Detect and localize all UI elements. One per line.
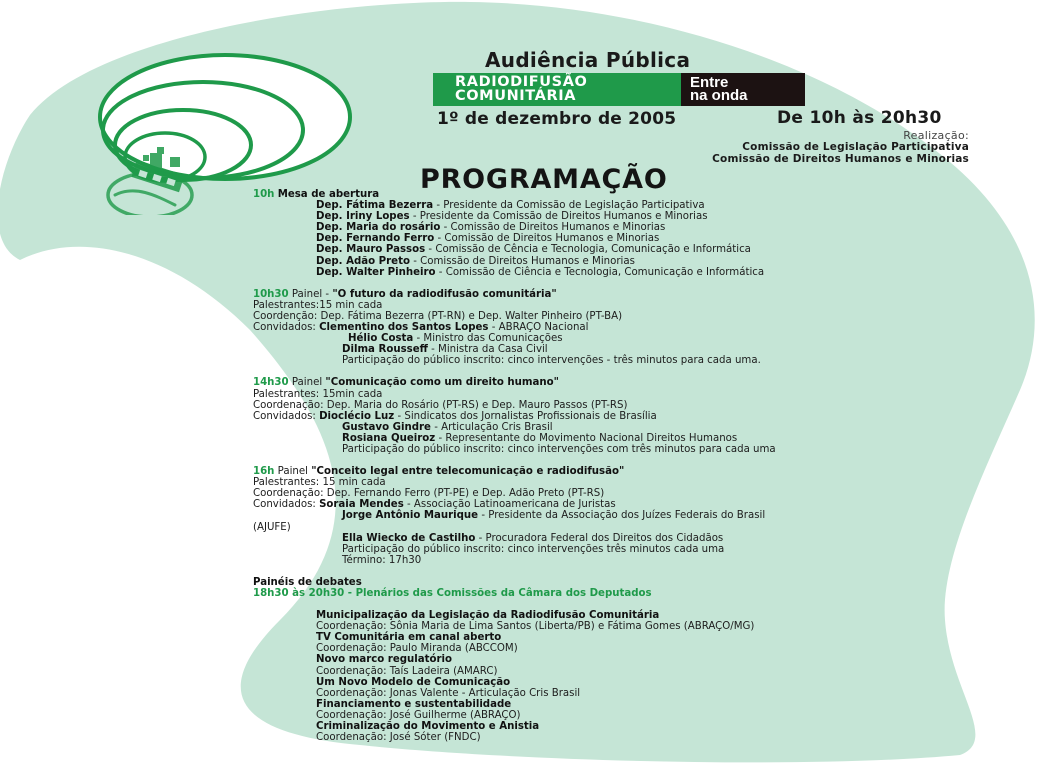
panel-speakers: Palestrantes: 15min cada bbox=[253, 388, 383, 400]
panel-speakers: Palestrantes:15 min cada bbox=[253, 299, 383, 311]
panel-guest: Rosiana Queiroz - Representante do Movimento Nacional Direitos Humanos bbox=[342, 432, 738, 444]
panel-heading: 10h30 Painel - "O futuro da radiodifusão comunitária" bbox=[253, 288, 557, 300]
debate-coordination: Coordenação: Paulo Miranda (ABCCOM) bbox=[316, 643, 518, 655]
panel-coordination: Coordenção: Dep. Fátima Bezerra (PT-RN) e Dep. Walter Pinheiro (PT-BA) bbox=[253, 310, 623, 322]
program-content bbox=[253, 189, 776, 743]
debates-subtitle: 18h30 às 20h30 - Plenários das Comissões da Câmara dos Deputados bbox=[253, 588, 652, 599]
debate-topic: Um Novo Modelo de Comunicação bbox=[316, 676, 511, 688]
panel-time: 16h bbox=[253, 466, 275, 478]
panel-heading: 14h30 Painel "Comunicação como um direito humano" bbox=[253, 377, 559, 389]
banner-title-line2: COMUNITÁRIA bbox=[455, 88, 577, 104]
banner-slogan-line1: Entre bbox=[690, 74, 729, 91]
panel-speakers: Palestrantes: 15 min cada bbox=[253, 477, 386, 489]
organizer-1: Comissão de Legislação Participativa bbox=[742, 141, 969, 153]
realizacao-label: Realização: bbox=[903, 129, 969, 142]
debate-topic: Novo marco regulatório bbox=[316, 654, 453, 666]
debates-title: Painéis de debates bbox=[253, 576, 362, 588]
banner-title-line1: RADIODIFUSÃO bbox=[455, 74, 588, 90]
mesa-member: Dep. Iriny Lopes - Presidente da Comissão de Direitos Humanos e Minorias bbox=[316, 211, 708, 223]
panel-guest-wrap: (AJUFE) bbox=[253, 521, 291, 533]
panel-participation: Participação do público inscrito: cinco intervenções - três minutos para cada uma. bbox=[342, 355, 761, 367]
mesa-member: Dep. Walter Pinheiro - Comissão de Ciência e Tecnologia, Comunicação e Informática bbox=[316, 266, 765, 278]
mesa-member: Dep. Adão Preto - Comissão de Direitos Humanos e Minorias bbox=[316, 255, 635, 267]
panel-time: 14h30 bbox=[253, 377, 289, 389]
organizer-2: Comissão de Direitos Humanos e Minorias bbox=[712, 153, 969, 165]
mesa-member: Dep. Fernando Ferro - Comissão de Direitos Humanos e Minorias bbox=[316, 233, 660, 245]
mesa-member: Dep. Mauro Passos - Comissão de Cência e Tecnologia, Comunicação e Informática bbox=[316, 244, 751, 256]
panel-title: "Conceito legal entre telecomunicação e radiodifusão" bbox=[311, 466, 625, 478]
debate-topic: Criminalização do Movimento e Anistia bbox=[316, 721, 540, 733]
panel-guest: Jorge Antônio Maurique - Presidente da Associação dos Juízes Federais do Brasil bbox=[342, 510, 766, 522]
panel-coordination: Coordenação: Dep. Maria do Rosário (PT-RS) e Dep. Mauro Passos (PT-RS) bbox=[253, 399, 628, 411]
panel-end-time: Término: 17h30 bbox=[342, 554, 422, 566]
mesa-member: Dep. Fátima Bezerra - Presidente da Comissão de Legislação Participativa bbox=[316, 200, 705, 212]
panel-heading: 16h Painel "Conceito legal entre telecomunicação e radiodifusão" bbox=[253, 466, 625, 478]
panel-guest: Convidados: Clementino dos Santos Lopes - ABRAÇO Nacional bbox=[253, 322, 589, 334]
panel-guest: Ella Wiecko de Castilho - Procuradora Federal dos Direitos dos Cidadãos bbox=[342, 532, 724, 544]
mesa-member: Dep. Maria do rosário - Comissão de Direitos Humanos e Minorias bbox=[316, 222, 666, 234]
debate-coordination: Coordenação: Jonas Valente - Articulação Cris Brasil bbox=[316, 687, 581, 699]
panel-guest: Convidados: Soraia Mendes - Associação Latinoamericana de Juristas bbox=[253, 499, 616, 511]
debate-coordination: Coordenação: Taís Ladeira (AMARC) bbox=[316, 665, 498, 677]
panel-coordination: Coordenação: Dep. Fernando Ferro (PT-PE) e Dep. Adão Preto (PT-RS) bbox=[253, 488, 605, 500]
panel-title: "O futuro da radiodifusão comunitária" bbox=[332, 288, 557, 300]
panel-guest: Gustavo Gindre - Articulação Cris Brasil bbox=[342, 421, 553, 433]
panel-participation: Participação do público inscrito: cinco intervenções com três minutos para cada uma bbox=[342, 443, 776, 455]
debate-topic: Municipalização da Legislação da Radiodifusão Comunitária bbox=[316, 610, 660, 622]
banner-title-block bbox=[433, 73, 681, 106]
program-title: PROGRAMAÇÃO bbox=[420, 164, 668, 195]
panel-guest: Convidados: Dioclécio Luz - Sindicatos dos Jornalistas Profissionais de Brasília bbox=[253, 410, 657, 422]
mesa-time: 10h bbox=[253, 189, 275, 200]
event-type-heading: Audiência Pública bbox=[485, 48, 691, 72]
mesa-heading bbox=[253, 189, 776, 200]
debate-coordination: Coordenação: Sônia Maria de Lima Santos (Liberta/PB) e Fátima Gomes (ABRAÇO/MG) bbox=[316, 621, 755, 633]
panel-guest: Hélio Costa - Ministro das Comunicações bbox=[348, 333, 563, 345]
event-date: 1º de dezembro de 2005 bbox=[437, 109, 677, 129]
panel-title: "Comunicação como um direito humano" bbox=[325, 377, 559, 389]
event-hours: De 10h às 20h30 bbox=[777, 108, 942, 128]
banner-slogan-block bbox=[681, 73, 805, 106]
debate-coordination: Coordenação: José Guilherme (ABRAÇO) bbox=[316, 709, 521, 721]
debate-topic: Financiamento e sustentabilidade bbox=[316, 698, 512, 710]
debate-coordination: Coordenação: José Sóter (FNDC) bbox=[316, 732, 481, 744]
debate-topic: TV Comunitária em canal aberto bbox=[316, 632, 502, 644]
panel-participation: Participação do público inscrito: cinco intervenções três minutos cada uma bbox=[342, 543, 725, 555]
banner-slogan-line2: na onda bbox=[690, 87, 748, 104]
event-banner bbox=[433, 73, 805, 106]
panel-time: 10h30 bbox=[253, 288, 289, 300]
panel-guest: Dilma Rousseff - Ministra da Casa Civil bbox=[342, 344, 548, 356]
mesa-title: Mesa de abertura bbox=[277, 189, 380, 200]
